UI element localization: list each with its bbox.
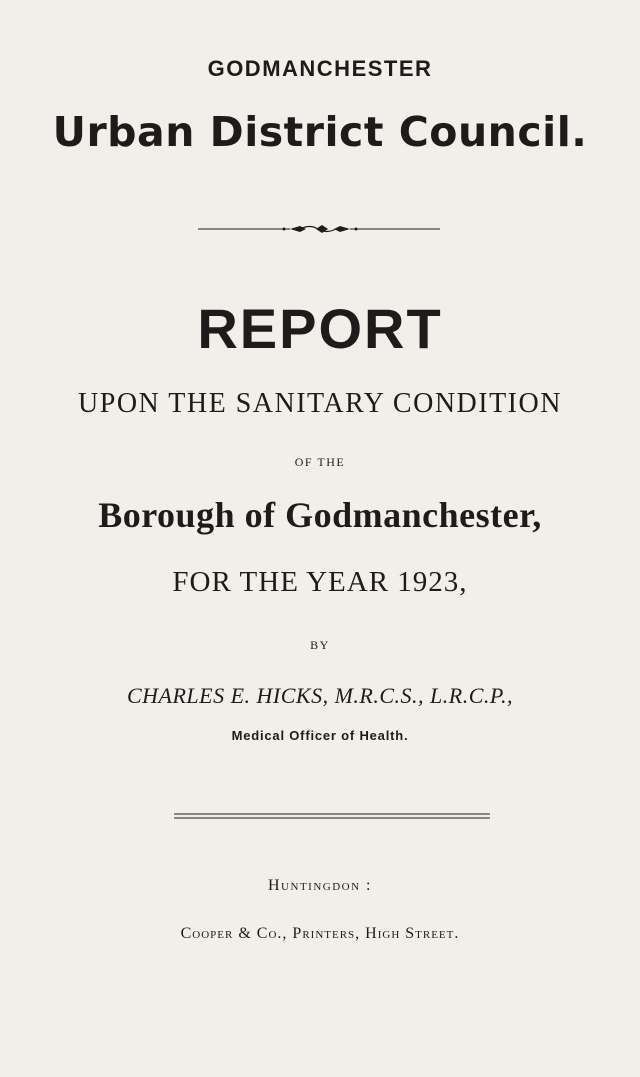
by-label: BY	[310, 638, 330, 652]
double-rule	[0, 808, 640, 818]
imprint-printer: Cooper & Co., Printers, High Street.	[180, 925, 460, 942]
double-rule-divider	[0, 811, 640, 821]
council-heading: Urban District Council.	[52, 108, 588, 156]
ornamental-rule	[0, 222, 640, 234]
ornament-divider-icon	[0, 223, 640, 235]
place-heading: GODMANCHESTER	[207, 56, 433, 81]
report-title: REPORT	[197, 297, 443, 360]
author-name: CHARLES E. HICKS, M.R.C.S., L.R.C.P.,	[126, 683, 513, 708]
year-line: FOR THE YEAR 1923,	[172, 566, 468, 598]
of-the-label: OF THE	[294, 455, 346, 469]
imprint-place: Huntingdon :	[268, 877, 372, 894]
borough-name: Borough of Godmanchester,	[98, 495, 542, 535]
report-subject: UPON THE SANITARY CONDITION	[78, 388, 562, 419]
author-role: Medical Officer of Health.	[231, 728, 409, 743]
